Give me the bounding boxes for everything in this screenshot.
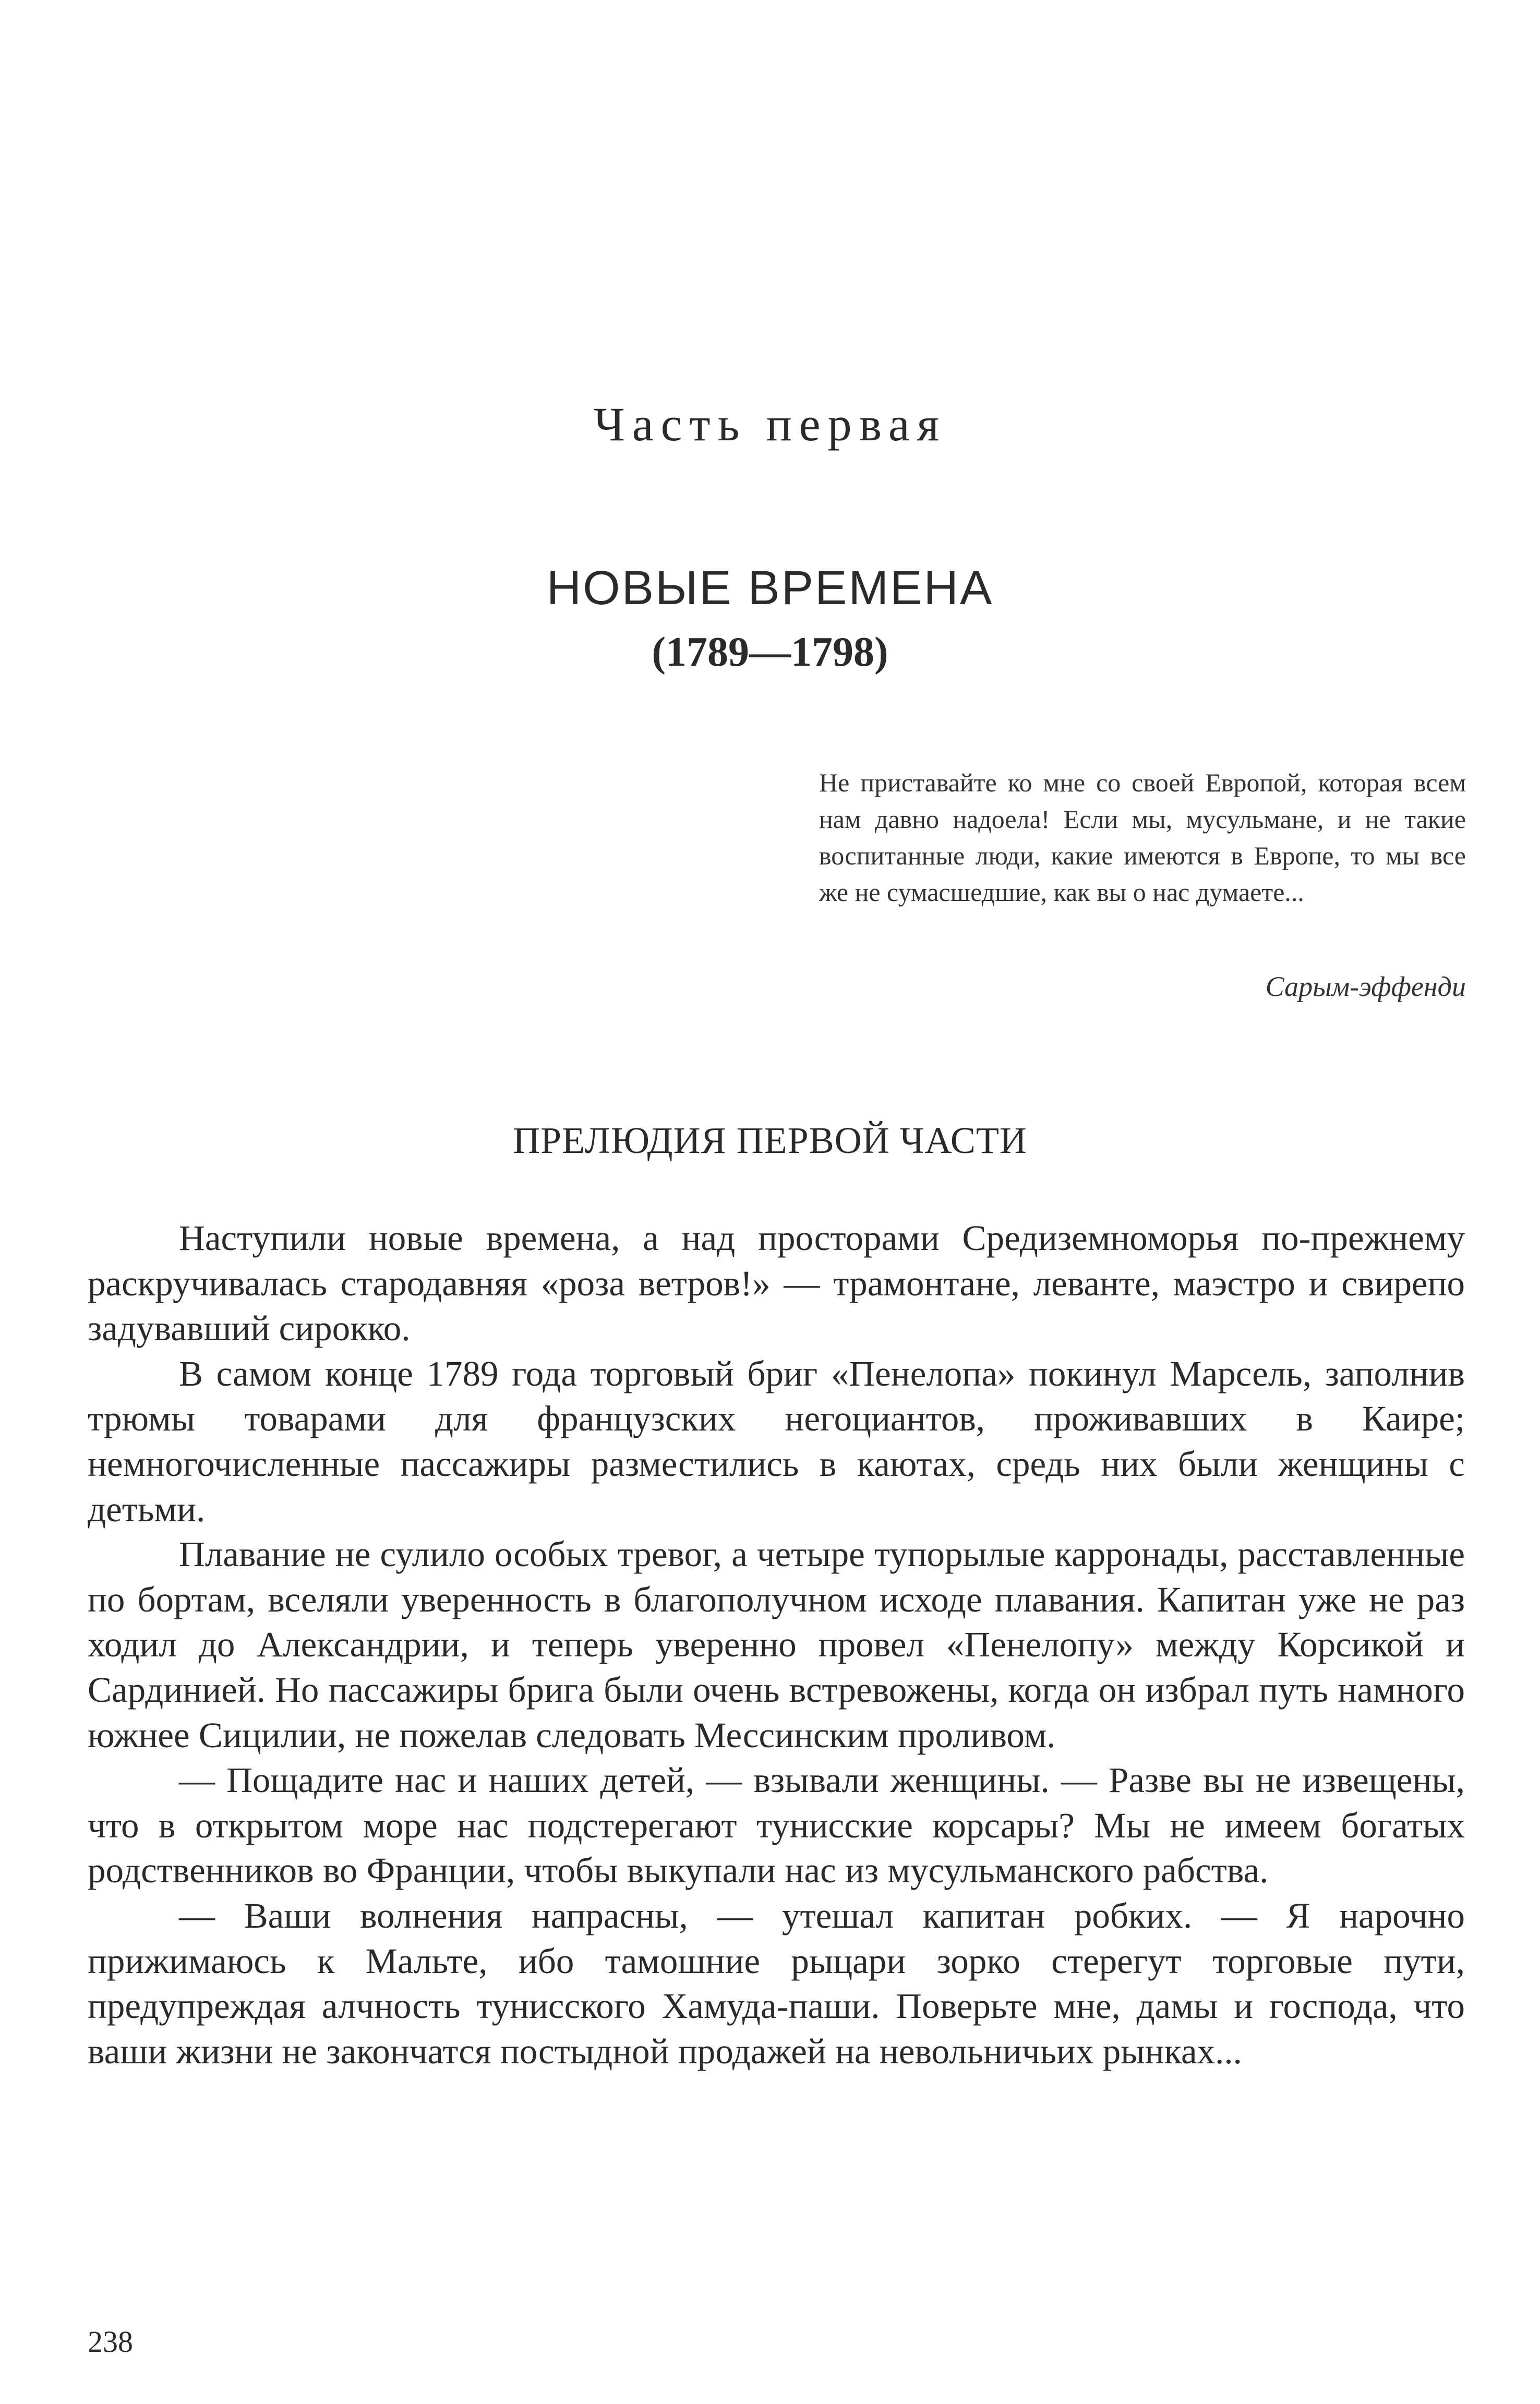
section-title: ПРЕЛЮДИЯ ПЕРВОЙ ЧАСТИ bbox=[513, 1120, 1027, 1161]
body-text bbox=[88, 1216, 1465, 2074]
chapter-years: (1789—1798) bbox=[652, 629, 888, 675]
epigraph-text: Не приставайте ко мне со своей Европой, которая всем нам давно надоела! Если мы, мусульмане, и не такие воспитанные люди, какие имеются в Европе, то мы все же не сумасшедшие, как вы о нас думаете... bbox=[819, 768, 1466, 907]
paragraph: В самом конце 1789 года торговый бриг «Пенелопа» покинул Марсель, заполнив трюмы товарами для французских негоциантов, проживавших в Каире; немногочисленные пассажиры разместились в каютах, средь них были женщины с детьми. bbox=[88, 1353, 1465, 1529]
part-title: Часть первая bbox=[593, 398, 947, 451]
paragraph: Плавание не сулило особых тревог, а четыре тупорылые карронады, расставленные по бортам, вселяли уверенность в благополучном исходе плавания. Капитан уже не раз ходил до Александрии, и теперь уверенно провел «Пенелопу» между Корсикой и Сардинией. Но пассажиры брига были очень встревожены, когда он избрал путь намного южнее Сицилии, не пожелав следовать Мессинским проливом. bbox=[88, 1534, 1465, 1755]
paragraph: — Ваши волнения напрасны, — утешал капитан робких. — Я нарочно прижимаюсь к Мальте, ибо тамошние рыцари зорко стерегут торговые пути, предупреждая алчность тунисского Хамуда-паши. Поверьте мне, дамы и господа, что ваши жизни не закончатся постыдной продажей на невольничьих рынках... bbox=[88, 1895, 1465, 2071]
page-number: 238 bbox=[88, 2325, 133, 2359]
epigraph-author: Сарым-эффенди bbox=[1265, 971, 1466, 1002]
chapter-title: НОВЫЕ ВРЕМЕНА bbox=[546, 561, 994, 615]
paragraph: Наступили новые времена, а над просторами Средиземноморья по-прежнему раскручивалась стародавняя «роза ветров!» — трамонтане, леванте, маэстро и свирепо задувавший сирокко. bbox=[88, 1218, 1465, 1349]
paragraph: — Пощадите нас и наших детей, — взывали женщины. — Разве вы не извещены, что в открытом море нас подстерегают тунисские корсары? Мы не имеем богатых родственников во Франции, чтобы выкупали нас из мусульманского рабства. bbox=[88, 1760, 1465, 1891]
